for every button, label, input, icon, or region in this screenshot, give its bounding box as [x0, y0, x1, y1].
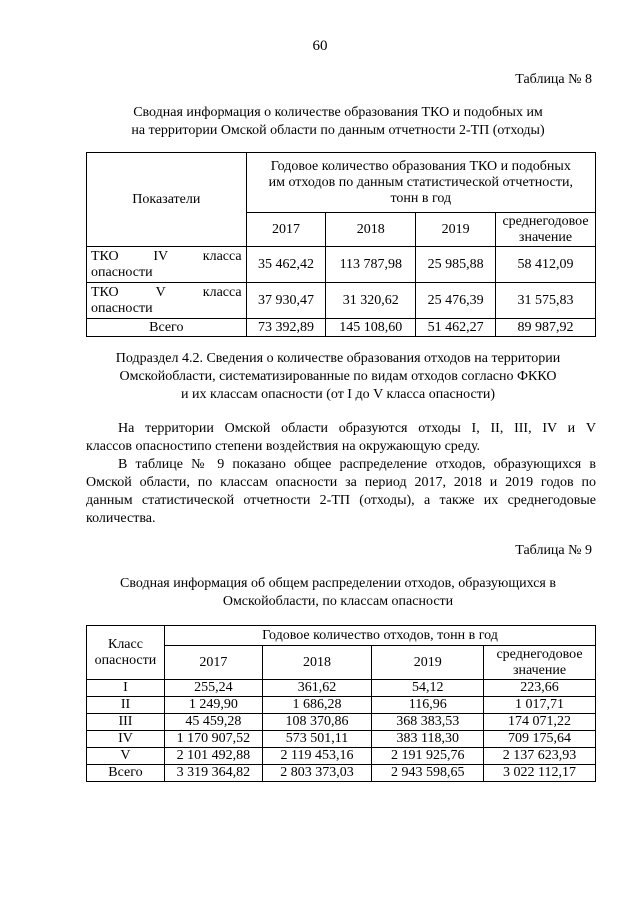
table8-avg-line: среднегодовое [502, 213, 589, 229]
table9-class-label: III [87, 714, 165, 731]
table8 [86, 152, 596, 337]
paragraph-2 [86, 456, 596, 528]
table-cell: 2 191 925,76 [372, 748, 484, 765]
table8-year-2019: 2019 [416, 213, 496, 247]
table-row [87, 680, 596, 697]
label-word: V [155, 284, 166, 300]
table9-avg-line: значение [512, 662, 567, 678]
table8-header-average [496, 213, 596, 247]
subsection-line: Омскойобласти, систематизированные по видам отходов согласно ФККО [119, 369, 557, 384]
table9 [86, 625, 596, 782]
paragraph-line: В таблице № 9 показано общее распределение отходов, образующихся в [118, 457, 596, 472]
table8-row-label [87, 247, 247, 283]
table-cell: 1 170 907,52 [164, 731, 262, 748]
table-cell: 108 370,86 [262, 714, 372, 731]
table8-row-label [87, 283, 247, 319]
paragraph-line: данным статистической отчетности 2-ТП (отходы), а также их среднегодовые [86, 493, 596, 508]
paragraph-line: Омской области, по классам опасности за период 2017, 2018 и 2019 годов по [86, 475, 596, 490]
table8-row-label-top [91, 285, 242, 301]
table-cell: 145 108,60 [326, 319, 416, 337]
table8-year-2018: 2018 [326, 213, 416, 247]
table-cell: 31 320,62 [326, 283, 416, 319]
table-cell: 1 249,90 [164, 697, 262, 714]
table-cell: 31 575,83 [496, 283, 596, 319]
table9-label: Таблица № 9 [515, 543, 592, 558]
table8-label: Таблица № 8 [515, 72, 592, 87]
table8-year-2017: 2017 [246, 213, 326, 247]
table-cell: 1 017,71 [484, 697, 596, 714]
table-cell: 573 501,11 [262, 731, 372, 748]
table-row [87, 283, 596, 319]
table-row [87, 765, 596, 782]
table-cell: 2 101 492,88 [164, 748, 262, 765]
table-cell: 25 476,39 [416, 283, 496, 319]
table9-year-2017: 2017 [164, 646, 262, 680]
table-cell: 45 459,28 [164, 714, 262, 731]
table-cell: 2 803 373,03 [262, 765, 372, 782]
table-cell: 361,62 [262, 680, 372, 697]
paragraph-line: На территории Омской области образуются отходы I, II, III, IV и V [118, 421, 596, 436]
table8-header-indicators: Показатели [87, 153, 247, 247]
table-cell: 58 412,09 [496, 247, 596, 283]
table-row [87, 697, 596, 714]
table9-class-label: II [87, 697, 165, 714]
label-word: класса [202, 248, 242, 264]
table-cell: 89 987,92 [496, 319, 596, 337]
table8-title [60, 104, 616, 140]
table8-avg-line: значение [518, 229, 573, 245]
table9-avg-line: среднегодовое [496, 646, 583, 662]
table-cell: 3 022 112,17 [484, 765, 596, 782]
table-row [87, 731, 596, 748]
table-cell: 368 383,53 [372, 714, 484, 731]
table-cell: 113 787,98 [326, 247, 416, 283]
paragraph-line: классов опасностипо степени воздействия на окружающую среду. [86, 439, 481, 454]
table8-header-group-line: Годовое количество образования ТКО и подобных [270, 158, 571, 174]
table-cell: 2 943 598,65 [372, 765, 484, 782]
table9-title-line: Омскойобласти, по классам опасности [222, 594, 454, 609]
table-cell: 1 686,28 [262, 697, 372, 714]
subsection-line: и их классам опасности (от I до V класса опасности) [180, 387, 496, 402]
table-cell: 3 319 364,82 [164, 765, 262, 782]
table9-class-label: IV [87, 731, 165, 748]
table9-year-2019: 2019 [372, 646, 484, 680]
table-cell: 35 462,42 [246, 247, 326, 283]
table9-header-class [87, 626, 165, 680]
table9-title-line: Сводная информация об общем распределении отходов, образующихся в [120, 576, 556, 591]
table-cell: 223,66 [484, 680, 596, 697]
table-cell: 51 462,27 [416, 319, 496, 337]
table9-total-label: Всего [87, 765, 165, 782]
table8-header-group-line: тонн в год [390, 190, 452, 206]
page-number: 60 [312, 38, 328, 54]
table-cell: 25 985,88 [416, 247, 496, 283]
table8-row-label-bottom: опасности [91, 300, 153, 316]
table8-row-label-bottom: опасности [91, 264, 153, 280]
table9-class-label: V [87, 748, 165, 765]
table8-title-line: Сводная информация о количестве образования ТКО и подобных им [133, 105, 543, 120]
table8-row-label-top [91, 249, 242, 265]
table9-header-group: Годовое количество отходов, тонн в год [164, 626, 595, 646]
table9-header-average [484, 646, 596, 680]
table8-title-line: на территории Омской области по данным отчетности 2-ТП (отходы) [131, 123, 545, 138]
table9-title [60, 575, 616, 611]
table-cell: 709 175,64 [484, 731, 596, 748]
label-word: класса [202, 284, 242, 300]
table-cell: 383 118,30 [372, 731, 484, 748]
table-row [87, 714, 596, 731]
table-row [87, 247, 596, 283]
table-cell: 174 071,22 [484, 714, 596, 731]
table-cell: 116,96 [372, 697, 484, 714]
table-row [87, 748, 596, 765]
label-word: IV [153, 248, 169, 264]
table8-total-label: Всего [87, 319, 247, 337]
table-cell: 37 930,47 [246, 283, 326, 319]
table9-class-label: I [87, 680, 165, 697]
subsection-line: Подраздел 4.2. Сведения о количестве образования отходов на территории [115, 351, 561, 366]
table9-class-line: опасности [94, 652, 157, 668]
table9-year-2018: 2018 [262, 646, 372, 680]
table8-header-group [246, 153, 595, 213]
label-word: ТКО [91, 284, 119, 300]
table-row [87, 319, 596, 337]
subsection-heading [60, 350, 616, 404]
paragraph-1 [86, 420, 596, 456]
label-word: ТКО [91, 248, 119, 264]
table-cell: 2 137 623,93 [484, 748, 596, 765]
table-cell: 54,12 [372, 680, 484, 697]
table9-class-line: Класс [107, 636, 143, 652]
table-cell: 2 119 453,16 [262, 748, 372, 765]
paragraph-line: количества. [86, 511, 156, 526]
table8-header-group-line: им отходов по данным статистической отчетности, [268, 174, 573, 190]
table-cell: 73 392,89 [246, 319, 326, 337]
table-cell: 255,24 [164, 680, 262, 697]
